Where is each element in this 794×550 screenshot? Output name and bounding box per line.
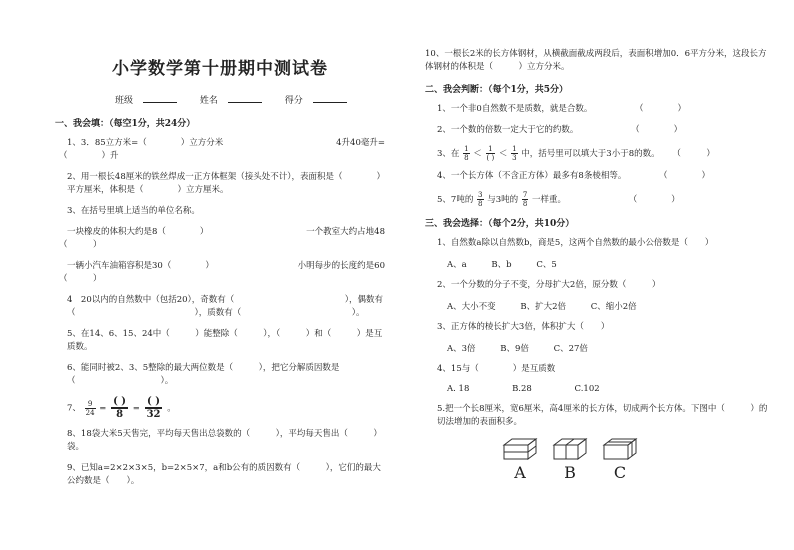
question-8: 8、18袋大米5天售完，平均每天售出总袋数的（ ），平均每天售出（ ）袋。: [67, 429, 382, 452]
question-3-a-text-2: 一个教室大约占地48: [306, 227, 385, 237]
question-3-b-text: 一辆小汽车油箱容积是30（ ）: [67, 261, 214, 271]
class-blank[interactable]: [143, 93, 177, 103]
question-1: [67, 137, 385, 150]
box-cut-c-icon: [602, 437, 638, 461]
judge-3-prefix: 3、在: [437, 149, 460, 159]
question-3-item-a: [67, 226, 385, 239]
fraction-numerator: 1: [512, 145, 517, 153]
choice-5: 5.把一个长8厘米，宽6厘米，高4厘米的长方体，切成两个长方体。下图中（ ）的切法增加的表面积多。: [437, 404, 768, 427]
box-cut-a-icon: [502, 437, 538, 461]
fraction-denominator: 8: [464, 154, 469, 162]
question-1-part-a: 1、3．85立方米=（ ）立方分米: [67, 138, 224, 148]
choice-3-options: [447, 342, 770, 354]
question-1-part-b: 4升40毫升=: [336, 138, 385, 148]
fraction-denominator: 32: [146, 409, 161, 420]
fraction-blank-8: [111, 396, 128, 420]
judge-4: [437, 170, 770, 183]
judge-4-text: 4、一个长方体（不含正方体）最多有8条棱相等。: [437, 171, 627, 181]
question-3-b-blank: （ ）: [59, 274, 102, 284]
fraction-blank-32: [145, 396, 163, 420]
fraction-denominator: ( ): [486, 154, 495, 162]
question-4: 4 20以内的自然数中（包括20），奇数有（ ），偶数有（ ），质数有（ ）。: [67, 295, 384, 318]
option-b[interactable]: B、扩大2倍: [520, 302, 566, 312]
fraction-denominator: 8: [478, 200, 483, 208]
fraction-1-3: [511, 145, 517, 162]
cut-option-a[interactable]: [495, 437, 545, 482]
judge-5-suffix: 一样重。: [532, 195, 567, 205]
judge-3-suffix: 中，括号里可以填大于3小于8的数。: [521, 149, 660, 159]
score-blank[interactable]: [313, 93, 347, 103]
cut-label-c: C: [613, 463, 627, 482]
option-c[interactable]: C、27倍: [553, 344, 588, 354]
judge-3: [437, 145, 770, 162]
fraction-numerator: ( ): [145, 396, 163, 409]
option-a[interactable]: A、3倍: [447, 344, 476, 354]
fraction-7-8: [522, 191, 528, 208]
cut-option-b[interactable]: [545, 437, 595, 482]
judge-5-blank[interactable]: （ ）: [628, 195, 680, 205]
fraction-numerator: ( ): [113, 396, 127, 407]
choice-1: 1、自然数a除以自然数b，商是5，这两个自然数的最小公倍数是（ ）: [437, 238, 714, 248]
equals-sign: =: [132, 403, 140, 414]
question-7-prefix: 7、: [67, 403, 81, 414]
option-c[interactable]: C、缩小2倍: [590, 302, 637, 312]
fraction-1-blank: [486, 145, 496, 162]
option-c[interactable]: C、5: [536, 260, 557, 270]
question-1-part-c: （ ）升: [59, 151, 119, 161]
question-3-b-text-2: 小明每步的长度约是60: [297, 261, 385, 271]
page-title: 小学数学第十册期中测试卷: [112, 59, 328, 79]
option-a[interactable]: A. 18: [447, 384, 470, 394]
right-column: [425, 48, 770, 482]
less-than-sign: ＜: [473, 149, 482, 159]
question-7: [67, 396, 385, 420]
question-3-item-b: [67, 260, 385, 273]
cut-option-c[interactable]: [595, 437, 645, 482]
fraction-denominator: 24: [85, 408, 95, 417]
fraction-numerator: 7: [522, 191, 528, 199]
section-fill-heading: 一、我会填：（每空1分，共24分）: [55, 119, 196, 129]
fraction-numerator: 1: [486, 145, 496, 154]
judge-2-text: 2、一个数的倍数一定大于它的约数。: [437, 125, 579, 135]
cut-label-b: B: [564, 463, 576, 482]
choice-4: 4、15与（ ）是互质数: [437, 364, 556, 374]
fraction-numerator: 3: [478, 191, 483, 199]
name-label: 姓名: [199, 96, 218, 106]
box-cut-b-icon: [552, 437, 588, 461]
option-b[interactable]: B、b: [491, 260, 512, 270]
question-5: 5、在14、6、15、24中（ ）能整除（ ），（ ）和（ ）是互质数。: [67, 329, 383, 352]
option-a[interactable]: A、a: [447, 260, 467, 270]
score-field[interactable]: [285, 96, 357, 106]
choice-4-options: [447, 384, 770, 394]
cut-diagrams: [495, 437, 770, 482]
question-10: 10、一根长2米的长方体钢材，从横截面截成两段后，表面积增加0．6平方分米，这段长方体钢材的体积是（ ）立方分米。: [425, 49, 767, 72]
section-choice-heading: 三、我会选择：（每个2分，共10分）: [425, 219, 575, 229]
fraction-denominator: 8: [116, 409, 124, 420]
class-label: 班级: [115, 96, 134, 106]
fraction-3-8: [477, 191, 483, 208]
judge-1: [437, 103, 770, 116]
judge-3-blank[interactable]: （ ）: [672, 149, 715, 159]
question-3-a-text: 一块橡皮的体积大约是8（ ）: [67, 227, 209, 237]
choice-2: 2、一个分数的分子不变，分母扩大2倍，原分数（ ）: [437, 280, 661, 290]
question-2: 2、用一根长48厘米的铁丝焊成一正方体框架（接头处不计），表面积是（ ）平方厘米，体积是（ ）立方厘米。: [67, 172, 385, 195]
less-than-sign: ＜: [498, 149, 508, 159]
question-3: 3、在括号里填上适当的单位名称。: [67, 206, 200, 216]
fraction-numerator: 9: [85, 400, 96, 409]
choice-1-options: [447, 258, 770, 270]
student-info: [115, 93, 385, 106]
judge-5-middle: 与3吨的: [487, 195, 519, 205]
question-9: 9、已知a=2×2×3×5，b=2×5×7，a和b公有的质因数有（ ），它们的最大公约数是（ ）。: [67, 463, 381, 486]
left-column: [55, 48, 385, 496]
judge-5: [437, 191, 770, 208]
judge-5-prefix: 5、7吨的: [437, 195, 474, 205]
option-c[interactable]: C.102: [574, 384, 600, 394]
question-3-a-blank: （ ）: [59, 240, 102, 250]
question-7-end: 。: [167, 403, 176, 414]
name-field[interactable]: [200, 96, 272, 106]
choice-3: 3、正方体的棱长扩大3倍，体积扩大（ ）: [437, 322, 610, 332]
judge-2: [437, 124, 770, 137]
option-a[interactable]: A、大小不变: [447, 302, 496, 312]
equals-sign: =: [99, 403, 107, 414]
cut-label-a: A: [514, 463, 526, 482]
judge-4-blank[interactable]: （ ）: [659, 171, 711, 181]
section-judge-heading: 二、我会判断：（每个1分，共5分）: [425, 85, 569, 95]
class-field[interactable]: [115, 96, 187, 106]
fraction-numerator: 1: [464, 145, 469, 153]
fraction-denominator: 8: [522, 200, 528, 208]
judge-2-blank[interactable]: （ ）: [631, 125, 683, 135]
judge-1-blank[interactable]: （ ）: [635, 104, 687, 114]
judge-1-text: 1、一个非0自然数不是质数，就是合数。: [437, 104, 593, 114]
option-b[interactable]: B.28: [512, 384, 532, 394]
choice-2-options: [447, 300, 770, 312]
score-label: 得分: [284, 96, 303, 106]
question-6: 6、能同时被2、3、5整除的最大两位数是（ ），把它分解质因数是（ ）。: [67, 363, 340, 386]
name-blank[interactable]: [228, 93, 262, 103]
fraction-denominator: 3: [512, 154, 517, 162]
option-b[interactable]: B、9倍: [500, 344, 529, 354]
fraction-9-24: [85, 400, 96, 417]
fraction-1-8: [463, 145, 469, 162]
